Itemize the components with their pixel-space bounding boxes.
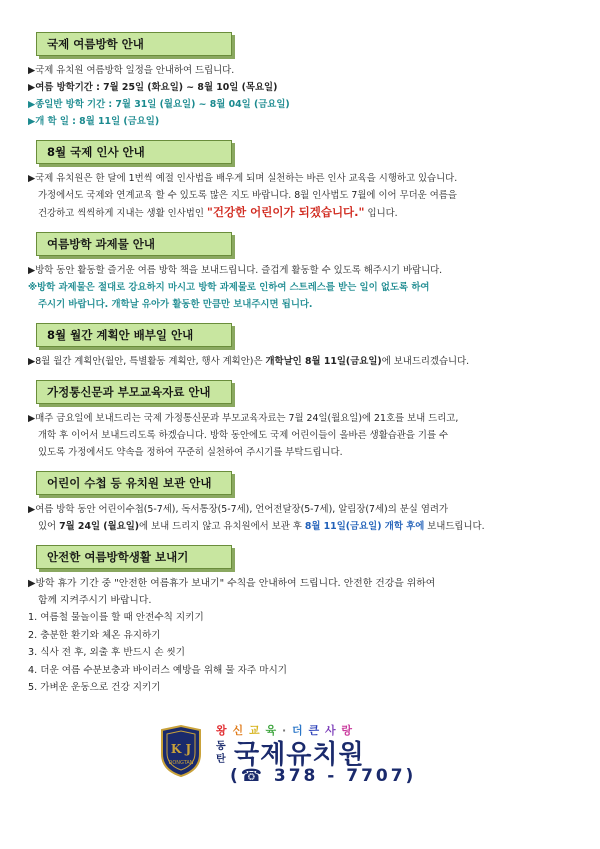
section-title: 국제 여름방학 안내 — [36, 32, 232, 56]
paragraph: 있도록 가정에서도 약속을 정하여 꾸준히 실천하여 주시기를 부탁드립니다. — [38, 447, 343, 458]
text: 건강하고 씩씩하게 지내는 생활 인사법인 — [38, 208, 207, 219]
slogan-char: 더 — [291, 724, 304, 737]
slogan-char: 육 — [265, 724, 278, 737]
district-char: 동 — [216, 741, 226, 752]
badge-letters: K J — [170, 742, 192, 756]
section-homework — [28, 232, 576, 313]
text: 보내드립니다. — [424, 521, 485, 532]
list-item: 1. 여름철 물놀이를 할 때 안전수칙 지키기 — [28, 612, 204, 623]
slogan-char: 왕 — [216, 724, 228, 737]
homework-note: 주시기 바랍니다. 개학날 유아가 활동한 만큼만 보내주시면 됩니다. — [38, 299, 313, 310]
slogan-char: 랑 — [341, 724, 354, 737]
slogan-char: 사 — [324, 724, 337, 737]
paragraph — [28, 353, 576, 370]
paragraph: ▶매주 금요일에 보내드리는 국제 가정통신문과 부모교육자료는 7월 24일(월요일)에 21호를 보내 드리고, — [28, 413, 459, 424]
greeting-phrase: "건강한 어린이가 되겠습니다." — [206, 205, 365, 219]
slogan-char: 신 — [232, 724, 245, 737]
section-monthly-plan — [28, 323, 576, 370]
slogan-char: · — [281, 724, 288, 737]
section-title: 8월 월간 계획안 배부일 안내 — [36, 323, 232, 347]
text: 있어 — [38, 521, 60, 532]
slogan-char: 교 — [248, 724, 261, 737]
list-item: 2. 충분한 환기와 체온 유지하기 — [28, 629, 161, 641]
plan-date: 개학날인 8월 11일(금요일) — [265, 356, 382, 367]
list-item: 5. 가벼운 운동으로 건강 지키기 — [28, 682, 161, 693]
homework-note: ※방학 과제물은 절대로 강요하지 마시고 방학 과제물로 인하여 스트레스를 받는 일이 없도록 하여 — [28, 282, 430, 293]
paragraph: ▶국제 유치원은 한 달에 1번씩 예절 인사법을 배우게 되며 실천하는 바른 인사 교육을 시행하고 있습니다. — [28, 173, 458, 184]
list-item: 4. 더운 여름 수분보충과 바이러스 예방을 위해 물 자주 마시기 — [28, 664, 288, 676]
section-title: 여름방학 과제물 안내 — [36, 232, 232, 256]
safety-tips-list — [28, 609, 576, 697]
section-title: 안전한 여름방학생활 보내기 — [36, 545, 232, 569]
slogan-char: 큰 — [308, 724, 321, 737]
school-badge-icon — [158, 724, 204, 778]
section-greeting — [28, 140, 576, 222]
paragraph: 함께 지켜주시기 바랍니다. — [38, 595, 152, 606]
return-date: 8월 11일(금요일) 개학 후에 — [304, 521, 425, 532]
section-title: 어린이 수첩 등 유치원 보관 안내 — [36, 471, 232, 495]
section-title: 8월 국제 인사 안내 — [36, 140, 232, 164]
section-safety — [28, 545, 576, 697]
paragraph: ▶방학 휴가 기간 중 "안전한 여름휴가 보내기" 수칙을 안내하여 드립니다. 안전한 건강을 위하여 — [28, 578, 436, 589]
phone-number: (☎ 378 - 7707) — [230, 766, 417, 786]
paragraph — [28, 518, 576, 535]
school-reopening-date: ▶개 학 일 : 8월 11일 (금요일) — [28, 116, 160, 127]
section-notebook-storage — [28, 471, 576, 535]
allday-vacation-period: ▶종일반 방학 기간 : 7월 31일 (월요일) ~ 8월 04일 (금요일) — [28, 99, 290, 110]
text: ▶8월 월간 계획안(월안, 특별활동 계획안, 행사 계획안)은 — [28, 356, 266, 367]
text: 입니다. — [364, 208, 398, 219]
text: 에 보내드리겠습니다. — [381, 356, 470, 367]
paragraph — [28, 204, 576, 222]
list-item: 3. 식사 전 후, 외출 후 반드시 손 씻기 — [28, 647, 186, 658]
storage-date: 7월 24일 (월요일) — [59, 521, 140, 532]
section-summer-vacation — [28, 32, 576, 130]
paragraph: 가정에서도 국제와 연계교육 할 수 있도록 많은 지도 바랍니다. 8월 인사법도 7월에 이어 무더운 여름을 — [38, 190, 457, 201]
district-name — [216, 740, 226, 766]
badge-text: DONGTAN — [168, 760, 194, 766]
paragraph: ▶국제 유치원 여름방학 일정을 안내하여 드립니다. — [28, 65, 235, 76]
vacation-period: ▶여름 방학기간 : 7월 25일 (화요일) ~ 8월 10일 (목요일) — [28, 82, 278, 93]
newsletter-page — [28, 32, 576, 707]
section-newsletter — [28, 380, 576, 461]
footer-logo — [158, 722, 418, 792]
paragraph: 개학 후 이어서 보내드리도록 하겠습니다. 방학 동안에도 국제 어린이들이 올바른 생활습관을 기를 수 — [38, 430, 449, 441]
text: 에 보내 드리지 않고 유치원에서 보관 후 — [139, 521, 305, 532]
paragraph: ▶방학 동안 활동할 즐거운 여름 방학 책을 보내드립니다. 즐겁게 활동할 수 있도록 해주시기 바랍니다. — [28, 265, 443, 276]
section-title: 가정통신문과 부모교육자료 안내 — [36, 380, 232, 404]
district-char: 탄 — [216, 754, 226, 765]
paragraph: ▶여름 방학 동안 어린이수첩(5-7세), 독서통장(5-7세), 언어전달장(5-7세), 알림장(7세)의 분실 염려가 — [28, 504, 449, 515]
school-name: 국제유치원 — [234, 740, 365, 770]
